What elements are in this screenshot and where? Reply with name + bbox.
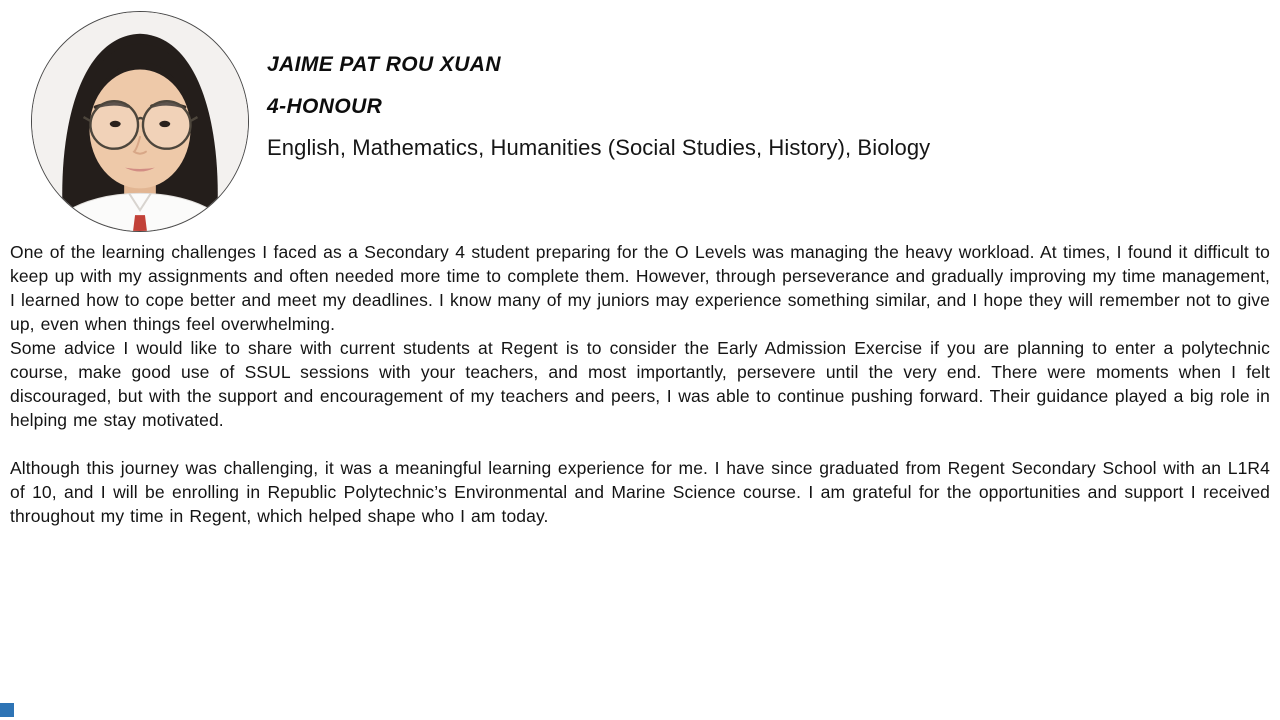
student-portrait-illustration [32,12,248,231]
student-class: 4-HONOUR [267,95,383,118]
student-photo [31,11,249,232]
testimonial-paragraph-1: One of the learning challenges I faced as a Secondary 4 student preparing for the O Levels was managing the heavy workload. At times, I found it difficult to keep up with my assignments and often needed more time to complete them. However, through perseverance and gradually improving my time management, I learned how to cope better and meet my deadlines. I know many of my juniors may experience something similar, and I hope they will remember not to give up, even when things feel overwhelming. [10,242,1270,334]
testimonial-body [10,240,1270,528]
testimonial-paragraph-3: Although this journey was challenging, it was a meaningful learning experience for me. I have since graduated from Regent Secondary School with an L1R4 of 10, and I will be enrolling in Republic Polytechnic’s Environmental and Marine Science course. I am grateful for the opportunities and support I received throughout my time in Regent, which helped shape who I am today. [10,458,1270,526]
student-subjects: English, Mathematics, Humanities (Social Studies, History), Biology [267,135,931,160]
testimonial-paragraph-2: Some advice I would like to share with current students at Regent is to consider the Early Admission Exercise if you are planning to enter a polytechnic course, make good use of SSUL sessions with your teachers, and most importantly, persevere until the very end. There were moments when I felt discouraged, but with the support and encouragement of my teachers and peers, I was able to continue pushing forward. Their guidance played a big role in helping me stay motivated. [10,338,1270,430]
corner-accent-square [0,703,14,717]
student-name: JAIME PAT ROU XUAN [267,53,501,76]
